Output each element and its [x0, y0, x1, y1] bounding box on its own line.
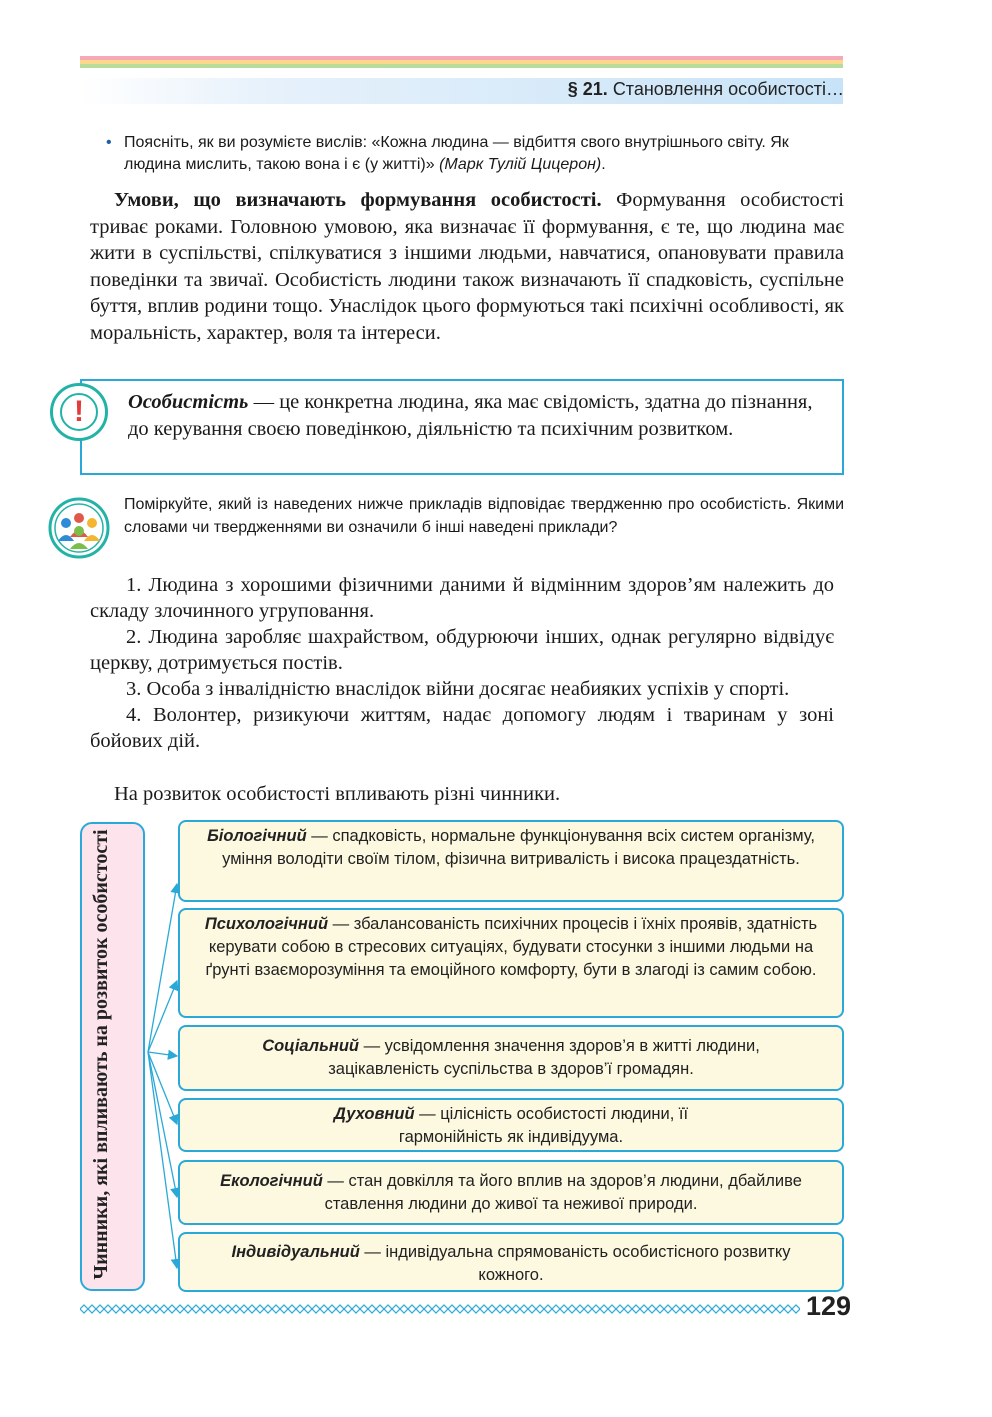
factor-individual: Індивідуальний — індивідуальна спрямованість особистісного розвитку кожного. [178, 1232, 844, 1292]
diagram-side-label: Чинники, які впливають на розвиток особистості [90, 829, 112, 1280]
factors-intro: На розвиток особистості впливають різні чинники. [114, 783, 561, 805]
example-item: 1. Людина з хорошими фізичними даними й відмінним здоров’ям належить до складу злочинного угруповання. [90, 574, 834, 622]
definition-term: Особистість [128, 391, 249, 413]
page-number: 129 [806, 1291, 852, 1321]
connector-arrow [148, 981, 177, 1052]
footer-ornament [80, 1302, 800, 1316]
factor-social: Соціальний — усвідомлення значення здоров’я в житті людини, зацікавленість суспільства в здоров’ї громадян. [178, 1025, 844, 1091]
connector-arrow [148, 1052, 177, 1268]
quote-author: (Марк Тулій Цицерон) [439, 156, 602, 173]
factor-spiritual: Духовний — цілісність особистості людини, її гармонійність як індивідуума. [178, 1098, 844, 1152]
example-item: 4. Волонтер, ризикуючи життям, надає допомогу людям і тваринам у зоні бойових дій. [90, 704, 834, 752]
example-item: 3. Особа з інвалідністю внаслідок війни досягає неабияких успіхів у спорті. [126, 678, 790, 700]
bullet-dot: • [106, 134, 112, 151]
think-prompt: Поміркуйте, який із наведених нижче прикладів відповідає твердженню про особистість. Якими словами чи твердженнями ви означили б інші наведені приклади? [124, 496, 844, 536]
factor-ecological: Екологічний — стан довкілля та його вплив на здоров’я людини, дбайливе ставлення людини до живої та неживої природи. [178, 1160, 844, 1225]
exclamation-icon: ! [50, 383, 108, 441]
paragraph-heading: Умови, що визначають формування особистості. [114, 189, 602, 211]
factor-biological: Біологічний — спадковість, нормальне функціонування всіх систем організму, уміння володіти своїм тілом, фізична витривалість і висока працездатність. [178, 820, 844, 902]
section-number: § 21. [567, 79, 608, 99]
bullet-text: Поясніть, як ви розумієте вислів: «Кожна людина — відбиття свого внутрішнього світу. Як людина мислить, такою вона і є (у житті)» (Марк Тулій Цицерон). [124, 134, 789, 173]
factor-psychological: Психологічний — збалансованість психічних процесів і їхніх проявів, здатність керувати собою в стресових ситуаціях, будувати стосунки з іншими людьми на ґрунті взаєморозуміння та емоційного комфорту, бути в злагоді із самим собою. [178, 908, 844, 1018]
connector-arrow [148, 1052, 177, 1056]
connector-arrow [148, 884, 177, 1052]
example-item: 2. Людина заробляє шахрайством, обдурюючи інших, однак регулярно відвідує церкву, дотримується постів. [90, 626, 834, 674]
paragraph-body: Формування особистості триває роками. Головною умовою, яка визначає її формування, є те, що людина має жити в суспільстві, спілкуватися з іншими людьми, навчатися, опановувати правила поведінки та звичаї. Особистість людини також визначають її спадковість, суспільне буття, вплив родини тощо. Унаслідок цього формуються такі психічні особливості, як моральність, характер, воля та інтереси. [90, 189, 844, 344]
definition-text: Особистість — це конкретна людина, яка має свідомість, здатна до пізнання, до керування своєю поведінкою, діяльністю та психічним розвитком. [128, 391, 813, 440]
connector-arrow [148, 1052, 177, 1197]
section-name: Становлення особистості… [612, 79, 844, 99]
